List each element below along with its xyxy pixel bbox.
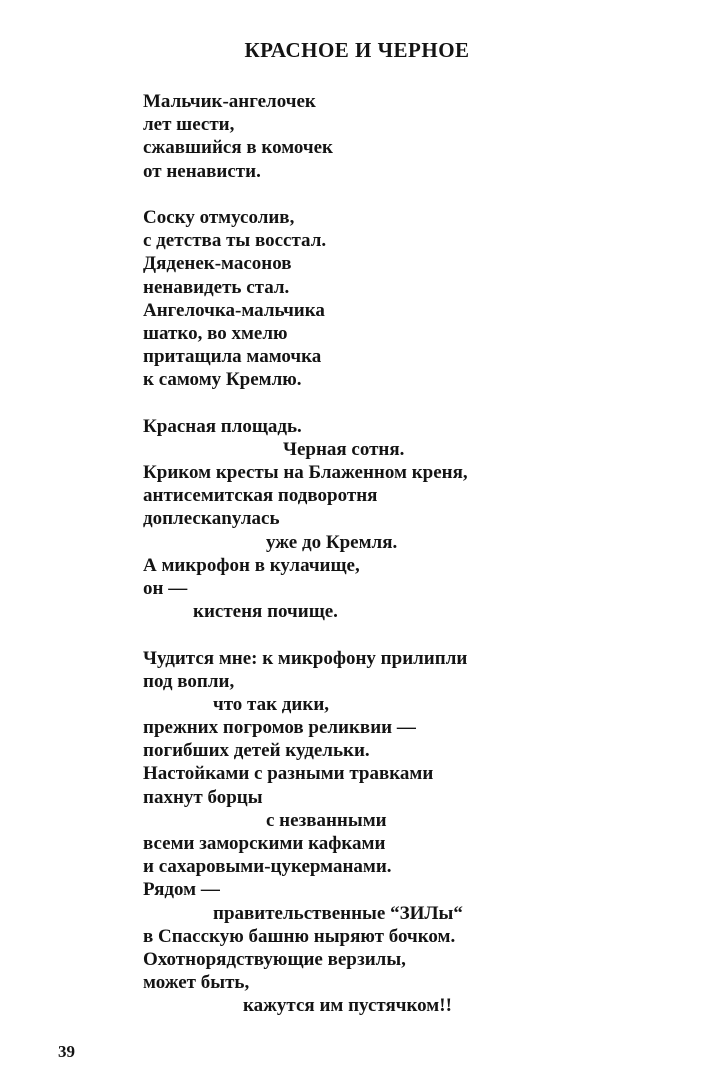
poem-line: ненавидеть стал. — [143, 276, 290, 298]
poem-line: в Спасскую башню ныряют бочком. — [143, 925, 456, 947]
poem-line: шатко, во хмелю — [143, 322, 288, 344]
poem-body — [143, 90, 683, 1041]
poem-line: под вопли, — [143, 670, 235, 692]
poem-line: правительственные “ЗИЛы“ — [213, 902, 463, 924]
poem-title: КРАСНОЕ И ЧЕРНОЕ — [244, 38, 470, 62]
poem-line: Чудится мне: к микрофону прилипли — [143, 647, 468, 669]
stanza-1 — [143, 90, 683, 183]
poem-line: кистеня почище. — [193, 601, 338, 623]
poem-line: Охотнорядствующие верзилы, — [143, 948, 406, 970]
poem-line: Мальчик-ангелочек — [143, 91, 316, 112]
poem-line: может быть, — [143, 972, 250, 994]
poem-line: лет шести, — [143, 114, 235, 136]
poem-line: от ненависти. — [143, 160, 261, 182]
poem-line: пахнут борцы — [143, 786, 263, 808]
poem-line: с незванными — [266, 809, 387, 831]
poem-line: сжавшийся в комочек — [143, 137, 334, 159]
poem-line: Настойками с разными травками — [143, 763, 434, 785]
poem-line: уже до Кремля. — [266, 531, 398, 553]
poem-line: Черная сотня. — [283, 438, 405, 460]
page-number: 39 — [58, 1042, 75, 1061]
poem-line: Дяденек-масонов — [143, 253, 292, 275]
poem-line: Рядом — — [143, 879, 220, 901]
poem-line: с детства ты восстал. — [143, 230, 327, 252]
poem-line: Соску отмусолив, — [143, 206, 295, 228]
poem-line: притащила мамочка — [143, 346, 322, 368]
poem-line: всеми заморскими кафками — [143, 833, 386, 854]
poem-line: и сахаровыми-цукерманами. — [143, 856, 392, 878]
poem-line: к самому Кремлю. — [143, 369, 302, 391]
poem-line: что так дики, — [213, 693, 330, 715]
poem-line: погибших детей кудельки. — [143, 740, 370, 762]
poem-line: Ангелочка-мальчика — [143, 299, 325, 321]
poem-line: прежних погромов реликвии — — [143, 717, 416, 739]
stanza-2 — [143, 206, 683, 392]
poem-line: доплескanулась — [143, 508, 280, 530]
poem-line: кажутся им пустячком!! — [243, 995, 452, 1017]
poem-line: Красная площадь. — [143, 415, 302, 437]
stanza-4 — [143, 647, 683, 1018]
stanza-3 — [143, 415, 683, 624]
poem-line: Криком кресты на Блаженном креня, — [143, 462, 468, 483]
poem-line: А микрофон в кулачище, — [143, 554, 360, 576]
poem-line: антисемитская подворотня — [143, 485, 378, 507]
poem-line: он — — [143, 577, 188, 599]
